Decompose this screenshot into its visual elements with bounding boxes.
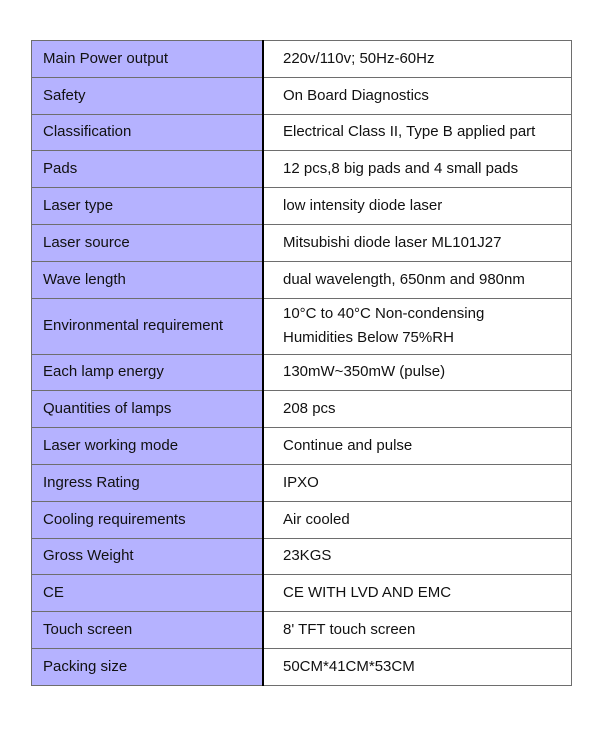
spec-label: Ingress Rating — [32, 464, 264, 501]
spec-value: Continue and pulse — [263, 428, 572, 465]
table-row — [32, 538, 572, 575]
table-row — [32, 188, 572, 225]
spec-label: Laser type — [32, 188, 264, 225]
table-row — [32, 261, 572, 298]
spec-label: Cooling requirements — [32, 501, 264, 538]
spec-label: Quantities of lamps — [32, 391, 264, 428]
spec-label: Safety — [32, 77, 264, 114]
specification-table — [31, 40, 572, 686]
table-row — [32, 612, 572, 649]
spec-value: 208 pcs — [263, 391, 572, 428]
spec-label: Gross Weight — [32, 538, 264, 575]
spec-value: On Board Diagnostics — [263, 77, 572, 114]
spec-label: Wave length — [32, 261, 264, 298]
spec-value: IPXO — [263, 464, 572, 501]
table-row — [32, 41, 572, 78]
spec-value — [263, 298, 572, 354]
table-row — [32, 648, 572, 685]
spec-value: 23KGS — [263, 538, 572, 575]
table-row — [32, 464, 572, 501]
spec-value: low intensity diode laser — [263, 188, 572, 225]
table-row — [32, 575, 572, 612]
table-row — [32, 428, 572, 465]
spec-value: 12 pcs,8 big pads and 4 small pads — [263, 151, 572, 188]
spec-value: 50CM*41CM*53CM — [263, 648, 572, 685]
table-row — [32, 501, 572, 538]
spec-label: Pads — [32, 151, 264, 188]
spec-label: Classification — [32, 114, 264, 151]
spec-value: CE WITH LVD AND EMC — [263, 575, 572, 612]
spec-label: Main Power output — [32, 41, 264, 78]
table-row — [32, 151, 572, 188]
spec-value: Mitsubishi diode laser ML101J27 — [263, 224, 572, 261]
table-row — [32, 391, 572, 428]
spec-value: 220v/110v; 50Hz-60Hz — [263, 41, 572, 78]
spec-value: Electrical Class II, Type B applied part — [263, 114, 572, 151]
table-row — [32, 298, 572, 354]
spec-value: Air cooled — [263, 501, 572, 538]
spec-value: 130mW~350mW (pulse) — [263, 354, 572, 391]
spec-value-line: Humidities Below 75%RH — [283, 329, 454, 347]
spec-label: Laser source — [32, 224, 264, 261]
table-row — [32, 77, 572, 114]
spec-value-line: 10°C to 40°C Non-condensing — [283, 305, 485, 323]
spec-label: Laser working mode — [32, 428, 264, 465]
spec-label: Each lamp energy — [32, 354, 264, 391]
spec-label: Touch screen — [32, 612, 264, 649]
spec-label: Environmental requirement — [32, 298, 264, 354]
table-row — [32, 224, 572, 261]
spec-value: 8' TFT touch screen — [263, 612, 572, 649]
spec-label: Packing size — [32, 648, 264, 685]
table-row — [32, 114, 572, 151]
spec-value: dual wavelength, 650nm and 980nm — [263, 261, 572, 298]
spec-label: CE — [32, 575, 264, 612]
table-row — [32, 354, 572, 391]
